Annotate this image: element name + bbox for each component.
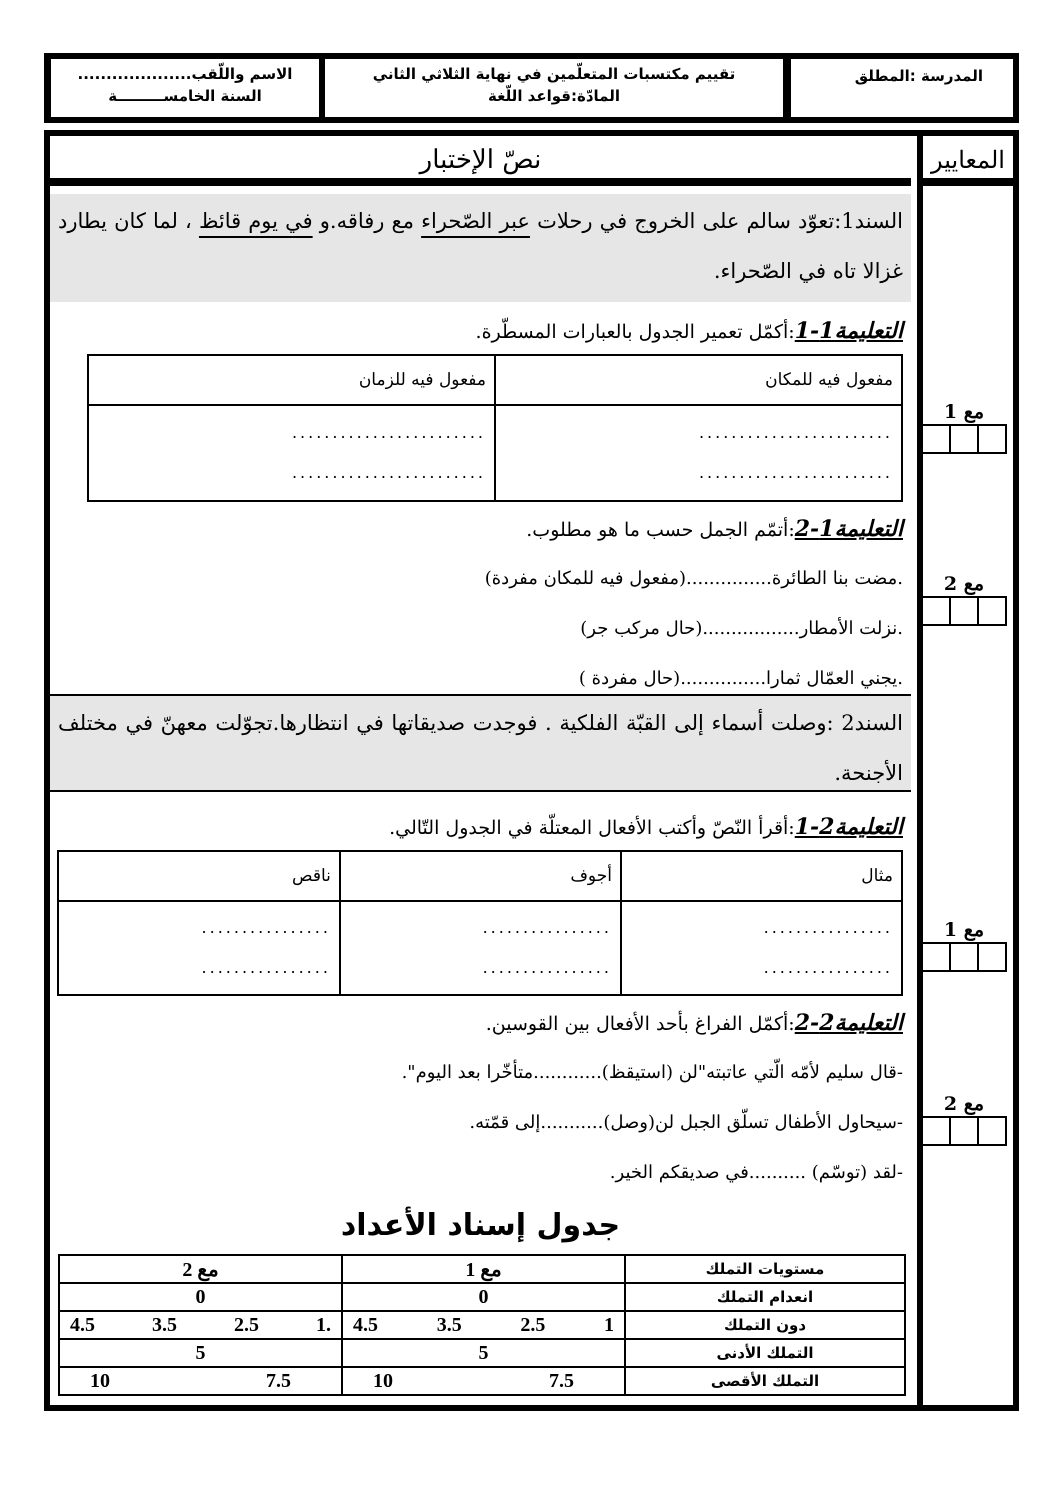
task-2-1-title <box>389 812 903 843</box>
page-title: نصّ الإختبار <box>50 136 911 186</box>
grade-level: السنة الخامســـــــــة <box>108 87 262 105</box>
task-name: التعليمة2-1 <box>794 814 903 840</box>
score-boxes[interactable] <box>921 942 1007 972</box>
level-label: انعدام التملك <box>625 1283 905 1311</box>
grade-values <box>59 1311 342 1339</box>
grades-header: مستويات التملك <box>625 1255 905 1283</box>
grade-value: 2.5 <box>520 1313 546 1336</box>
level-label: دون التملك <box>625 1311 905 1339</box>
fill-sentence[interactable]: -سيحاول الأطفال تسلّق الجبل لن(وصل)...........إلى قمّته. <box>469 1112 903 1133</box>
task-name: التعليمة2-2 <box>794 1010 903 1036</box>
task-1-2-title <box>526 514 903 545</box>
task-instruction: :أكمّل تعمير الجدول بالعبارات المسطّرة. <box>475 321 795 343</box>
score-label: مع 2 <box>943 1093 985 1115</box>
score-label: مع 1 <box>943 919 985 941</box>
grade-value: 5 <box>59 1339 342 1367</box>
grade-value: 0 <box>59 1283 342 1311</box>
score-boxes[interactable] <box>921 596 1007 626</box>
grades-header: مع 2 <box>59 1255 342 1283</box>
score-box-task-1-1 <box>921 400 1007 454</box>
answer-cell[interactable]: ................ ................ <box>340 901 621 995</box>
grades-row <box>59 1339 905 1367</box>
school-cell <box>791 59 1013 117</box>
task-instruction: :أقرأ النّصّ وأكتب الأفعال المعتلّة في الجدول التّالي. <box>389 817 795 839</box>
grade-value: 7.5 <box>266 1369 291 1392</box>
passage-text: مع رفاقه.و <box>312 209 422 233</box>
fill-sentence[interactable]: -قال سليم لأمّه الّتي عاتبته"لن (استيقظ)............متأخّرا بعد اليوم". <box>401 1062 903 1083</box>
passage-label: السند2 <box>841 711 903 735</box>
column-header: مفعول فيه للزمان <box>88 355 495 405</box>
grade-value: 3.5 <box>152 1313 177 1336</box>
column-header: مثال <box>621 851 902 901</box>
task-1-1-table <box>87 354 903 502</box>
exam-body <box>44 130 1019 1411</box>
level-label: التملك الأدنى <box>625 1339 905 1367</box>
grades-row <box>59 1283 905 1311</box>
score-boxes[interactable] <box>921 424 1007 454</box>
task-name: التعليمة1-2 <box>794 516 903 542</box>
task-2-2-title <box>486 1008 903 1039</box>
fill-sentence[interactable]: -لقد (توسّم) ..........في صديقكم الخير. <box>609 1162 903 1183</box>
underlined-phrase-time: في يوم قائظ <box>198 209 313 233</box>
answer-cell[interactable]: ................ ................ <box>621 901 902 995</box>
grade-value: 2.5 <box>234 1313 259 1336</box>
grade-value: 4.5 <box>353 1313 379 1336</box>
grade-value: 10 <box>90 1369 110 1392</box>
column-header: أجوف <box>340 851 621 901</box>
exam-title: تقييم مكتسبات المتعلّمين في نهاية الثلاثي الثاني <box>372 65 736 83</box>
grade-value: .1 <box>316 1313 331 1336</box>
text-passage-2 <box>50 694 911 792</box>
grades-header-row <box>59 1255 905 1283</box>
score-box-task-1-2 <box>921 572 1007 626</box>
task-2-1-table <box>57 850 903 996</box>
grade-value: 10 <box>373 1369 393 1392</box>
grade-value: 3.5 <box>436 1313 462 1336</box>
student-name-field[interactable]: الاسم واللّقب.................... <box>77 65 293 83</box>
school-name: المدرسة :المطلق <box>854 67 983 85</box>
task-name: التعليمة1-1 <box>794 318 903 344</box>
fill-sentence[interactable]: .يجني العمّال ثمارا...............(حال مفردة ) <box>578 668 903 689</box>
grades-table-title: جدول إسناد الأعداد <box>340 1208 621 1243</box>
grade-value: 0 <box>342 1283 625 1311</box>
student-cell <box>51 59 319 117</box>
answer-cell[interactable]: ........................ ........................ <box>88 405 495 501</box>
grade-values <box>342 1367 625 1395</box>
subject: المادّة:قواعد اللّغة <box>488 87 620 105</box>
underlined-phrase-place: عبر الصّحراء <box>421 209 530 233</box>
fill-sentence[interactable]: .نزلت الأمطار.................(حال مركب جر) <box>580 618 903 639</box>
grade-value: 5 <box>342 1339 625 1367</box>
answer-cell[interactable]: ........................ ........................ <box>495 405 902 501</box>
grade-value: 1 <box>604 1313 614 1336</box>
passage-text: :وصلت أسماء إلى القبّة الفلكية . فوجدت صديقاتها في انتظارها.تجوّلت معهنّ في مختلف الأجنحة. <box>58 711 903 785</box>
passage-text: :تعوّد سالم على الخروج في رحلات <box>529 209 842 233</box>
content-column <box>50 136 911 1405</box>
grades-table <box>58 1254 906 1396</box>
fill-sentence[interactable]: .مضت بنا الطائرة...............(مفعول فيه للمكان مفردة) <box>484 568 903 589</box>
grades-header: مع 1 <box>342 1255 625 1283</box>
passage-label: السند1 <box>841 209 903 233</box>
passage-text: ، لما كان يطارد غزالا تاه في الصّحراء. <box>58 209 903 283</box>
exam-header <box>44 53 1019 123</box>
grade-values <box>59 1367 342 1395</box>
grade-value: 4.5 <box>70 1313 95 1336</box>
level-label: التملك الأقصى <box>625 1367 905 1395</box>
score-boxes[interactable] <box>921 1116 1007 1146</box>
score-box-task-2-2 <box>921 1092 1007 1146</box>
task-1-1-title <box>476 316 903 347</box>
criteria-column <box>917 136 1013 1405</box>
exam-title-cell <box>325 59 783 117</box>
column-header: ناقص <box>58 851 340 901</box>
answer-cell[interactable]: ................ ................ <box>58 901 340 995</box>
column-header: مفعول فيه للمكان <box>495 355 902 405</box>
score-box-task-2-1 <box>921 918 1007 972</box>
text-passage-1 <box>50 194 911 302</box>
score-label: مع 1 <box>943 401 985 423</box>
grades-row <box>59 1367 905 1395</box>
grade-values <box>342 1311 625 1339</box>
task-instruction: :أتمّم الجمل حسب ما هو مطلوب. <box>526 519 795 541</box>
grade-value: 7.5 <box>549 1369 574 1392</box>
score-label: مع 2 <box>943 573 985 595</box>
task-instruction: :أكمّل الفراغ بأحد الأفعال بين القوسين. <box>485 1013 795 1035</box>
criteria-title: المعايير <box>923 136 1013 186</box>
grades-row <box>59 1311 905 1339</box>
